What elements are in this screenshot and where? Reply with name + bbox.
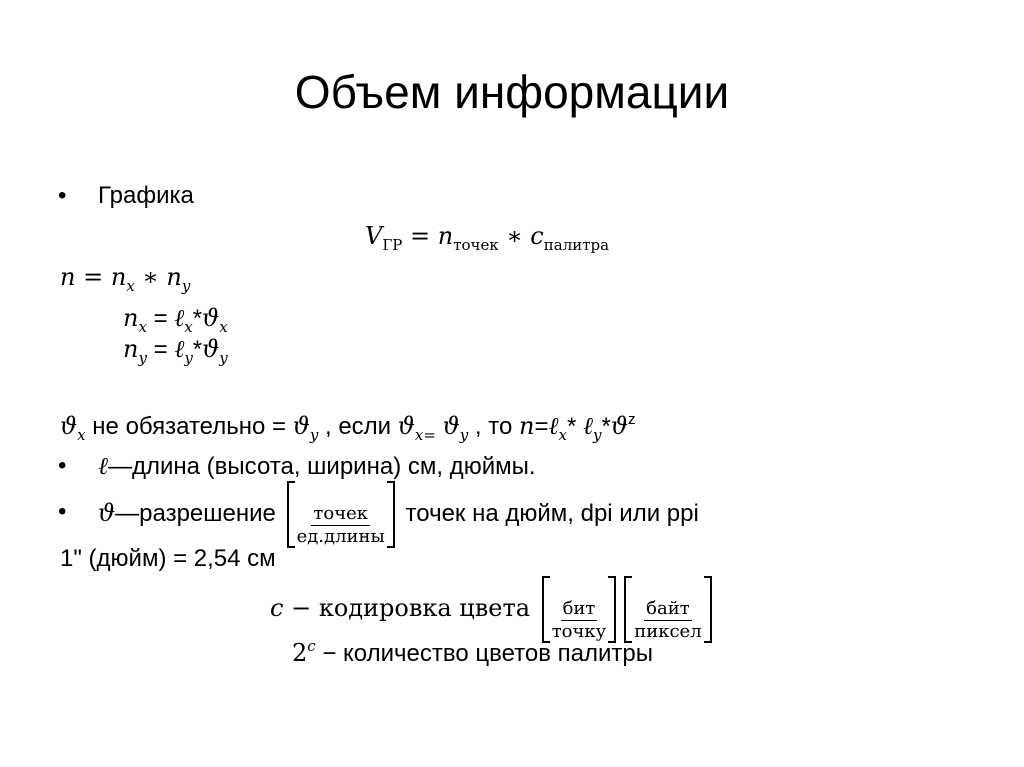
resolution-units-fraction: $\frac{\text{точек}}{\text{ед.длины}}$ [287, 481, 395, 548]
palette-colors-line: $2^c$ − количество цветов палитры [292, 637, 653, 667]
inch-conversion: 1" (дюйм) = 2,54 см [60, 545, 276, 572]
volume-formula: $V_{ГР} = n_{точек}$ ∗ $c_{палитра}$ [365, 222, 610, 254]
graphics-bullet-text: Графика [98, 182, 194, 209]
resolution-note: $ϑ_x$ не обязательно = $ϑ_y$ , если $ϑ_{x=}$ $ϑ_y$ , то n=ℓ$_x$* $\ell_y*ϑ^z$ [60, 411, 636, 444]
bullet-marker: • [58, 498, 67, 525]
points-formula: $n = n_x$ ∗ $n_y$ [60, 263, 191, 295]
nx-formula: $n_x$ = $\ell_x*ϑ_x$ [123, 304, 228, 336]
bullet-marker: • [58, 452, 67, 479]
resolution-bullet-text: ϑ—разрешение $\frac{\text{точек}}{\text{ед.длины}}$ точек на дюйм, dpi или ppi [98, 481, 699, 548]
bits-per-point-fraction: $\frac{\text{бит}}{\text{точку}}$ [542, 576, 617, 643]
bullet-marker: • [58, 182, 67, 209]
slide-title: Объем информации [294, 66, 730, 118]
ny-formula: $n_y$ = $\ell_y*ϑ_y$ [123, 335, 228, 367]
color-encoding-line: c − кодировка цвета $\frac{\text{бит}}{\text{точку}}$ $\frac{\text{байт}}{\text{пиксел}}$ [270, 576, 716, 643]
bytes-per-pixel-fraction: $\frac{\text{байт}}{\text{пиксел}}$ [624, 576, 711, 643]
length-bullet-text: ℓ—длина (высота, ширина) см, дюймы. [98, 452, 536, 480]
